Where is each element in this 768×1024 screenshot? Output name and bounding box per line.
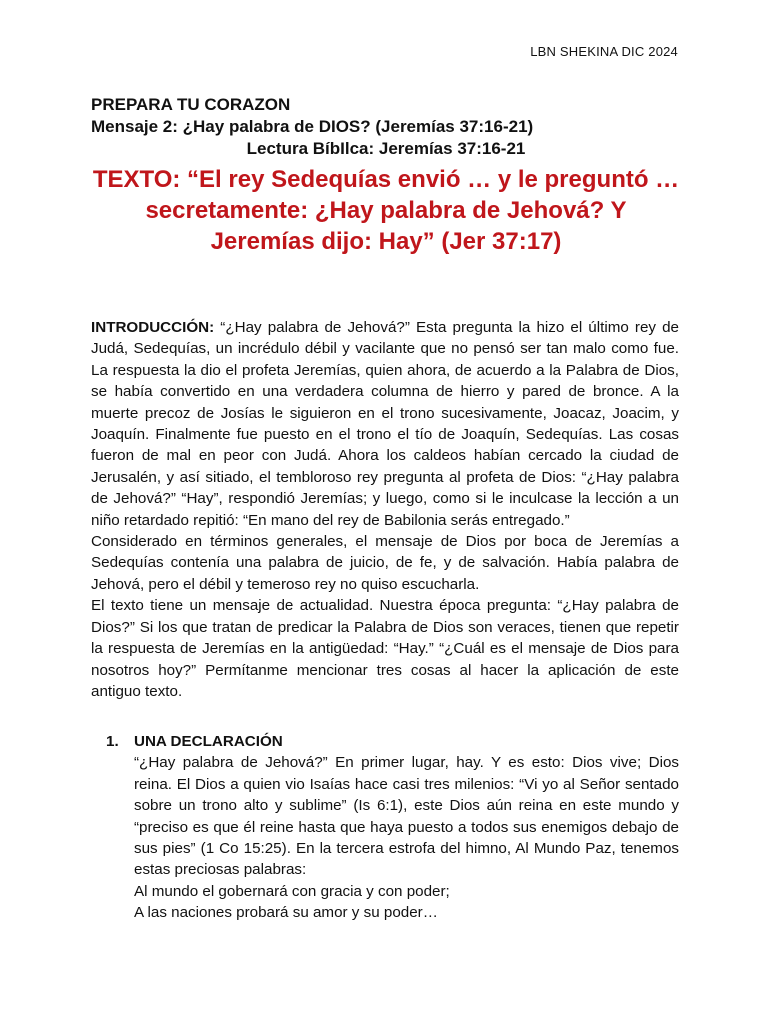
section-1-heading xyxy=(106,731,679,752)
intro-label: INTRODUCCIÓN: xyxy=(91,319,215,336)
hymn-verse-2: A las naciones probará su amor y su poder… xyxy=(134,904,438,922)
intro-paragraph-3: El texto tiene un mensaje de actualidad. Nuestra época pregunta: “¿Hay palabra de Dios?” Si los que tratan de predicar la Palabra de Dios son veraces, tienen que repetir la respuesta de Jeremías en la antigüedad: “Hay.” “¿Cuál es el mensaje de Dios para nosotros hoy?” Permítanme mencionar tres cosas al hacer la aplicación de este antiguo texto. xyxy=(91,597,679,700)
section-1-number: 1. xyxy=(106,733,119,750)
introduction xyxy=(91,317,679,702)
header-organization-date: LBN SHEKINA DIC 2024 xyxy=(530,44,678,59)
message-title: Mensaje 2: ¿Hay palabra de DIOS? (Jeremías 37:16-21) xyxy=(91,117,534,136)
bible-reading: Lectura BíbIlca: Jeremías 37:16-21 xyxy=(246,139,526,158)
section-1-body xyxy=(134,752,679,923)
intro-paragraph-2: Considerado en términos generales, el mensaje de Dios por boca de Jeremías a Sedequías contenía una palabra de juicio, de fe, y de salvación. Había palabra de Jehová, pero el débil y temeroso rey no quiso escucharla. xyxy=(91,533,679,593)
section-1-title: UNA DECLARACIÓN xyxy=(134,733,283,750)
series-title: PREPARA TU CORAZON xyxy=(91,95,291,114)
key-text-verse: TEXTO: “El rey Sedequías envió … y le preguntó … secretamente: ¿Hay palabra de Jehová? Y Jeremías dijo: Hay” (Jer 37:17) xyxy=(92,166,680,255)
intro-paragraph-1 xyxy=(91,317,679,531)
title-block xyxy=(91,94,681,257)
intro-text-1: “¿Hay palabra de Jehová?” Esta pregunta la hizo el último rey de Judá, Sedequías, un incrédulo débil y vacilante que no pensó ser tan malo como fue. La respuesta la dio el profeta Jeremías, quien ahora, de acuerdo a la Palabra de Dios, se había convertido en una verdadera columna de hierro y pared de bronce. A la muerte precoz de Josías le siguieron en el trono sucesivamente, Joacaz, Joacim, y Joaquín. Finalmente fue puesto en el trono el tío de Joaquín, Sedequías. Las cosas fueron de mal en peor con Judá. Ahora los caldeos habían cercado la ciudad de Jerusalén, y así sitiado, el tembloroso rey pregunta al profeta de Dios: “¿Hay palabra de Jehová?” “Hay”, respondió Jeremías; y luego, como si le inculcase la lección a un niño retardado repitió: “En mano del rey de Babilonia serás entregado.” xyxy=(91,319,679,529)
section-1-paragraph: “¿Hay palabra de Jehová?” En primer lugar, hay. Y es esto: Dios vive; Dios reina. El Dios a quien vio Isaías hace casi tres milenios: “Vi yo al Señor sentado sobre un trono alto y sublime” (Is 6:1), este Dios aún reina en este mundo y “preciso es que él reine hasta que haya puesto a todos sus enemigos debajo de sus pies” (1 Co 15:25). En la tercera estrofa del himno, Al Mundo Paz, tenemos estas preciosas palabras: xyxy=(134,754,679,879)
section-1 xyxy=(106,731,679,924)
hymn-verse-1: Al mundo el gobernará con gracia y con poder; xyxy=(134,882,450,900)
